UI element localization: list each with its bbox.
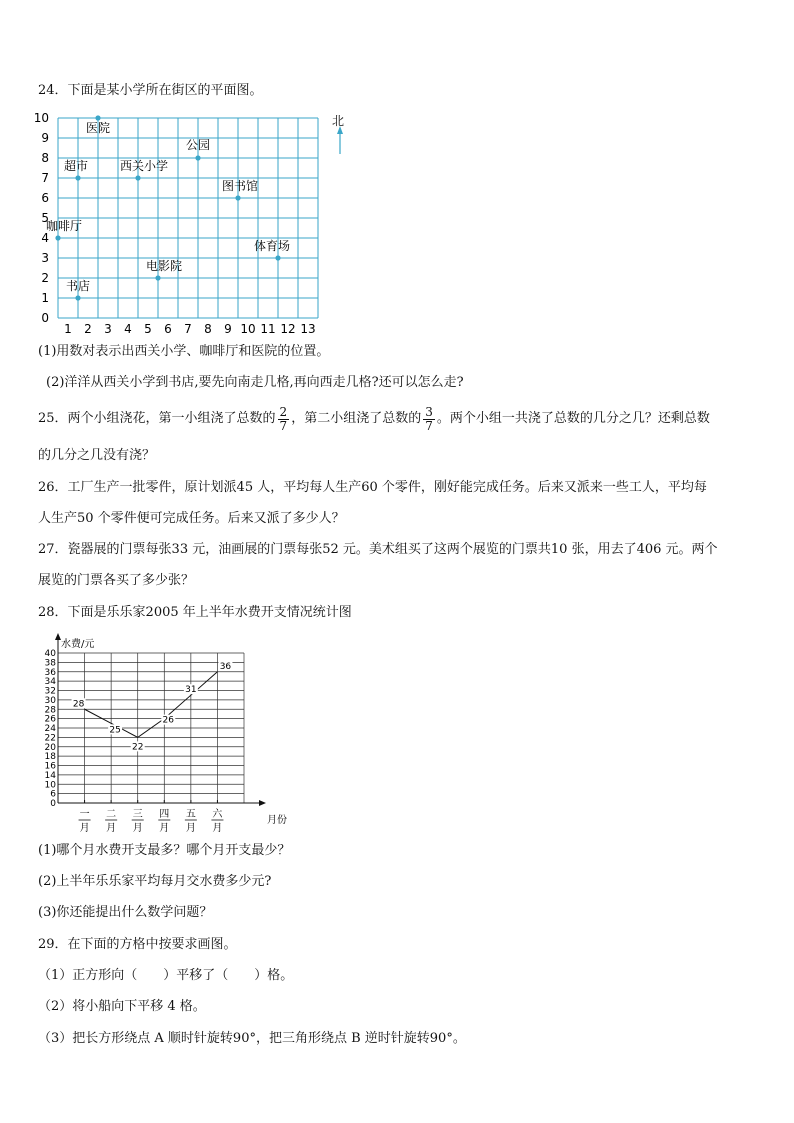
q24-sub1: (1)用数对表示出西关小学、咖啡厅和医院的位置。: [38, 344, 330, 359]
q27-line2: 展览的门票各买了多少张？: [38, 573, 195, 588]
map-place-label: 电影院: [145, 259, 183, 273]
chart-y-tick: 24: [44, 724, 56, 734]
q25-part3: 。两个小组一共浇了总数的几分之几？还剩总数: [436, 411, 710, 426]
q25-line1: [38, 402, 710, 436]
map-y-tick: 1: [41, 291, 49, 305]
chart-data-label: 31: [185, 685, 197, 696]
chart-y-tick: 22: [44, 733, 56, 744]
chart-y-tick: 20: [44, 742, 56, 753]
chart-data-label: 25: [109, 725, 121, 736]
map-point: [195, 155, 200, 160]
q25-line2: 的几分之几没有浇？: [38, 448, 156, 463]
map-y-tick: 2: [41, 271, 49, 285]
chart-x-tick: 月: [79, 823, 90, 834]
map-point: [75, 295, 80, 300]
chart-x-axis-label: 月份: [267, 815, 287, 826]
q25-fraction-1: [278, 406, 290, 433]
chart-y-tick: 16: [44, 761, 56, 772]
q27-line1: 27．瓷器展的门票每张33 元，油画展的门票每张52 元。美术组买了这两个展览的门票共10 张，用去了406 元。两个: [38, 542, 718, 557]
map-x-tick: 5: [144, 322, 152, 336]
map-y-tick: 8: [41, 151, 49, 165]
q28-sub2: (2)上半年乐乐家平均每月交水费多少元?: [38, 874, 272, 889]
q26-line2: 人生产50 个零件便可完成任务。后来又派了多少人？: [38, 511, 345, 526]
map-y-tick: 3: [41, 251, 49, 265]
chart-y-tick: 32: [44, 686, 56, 697]
map-y-tick: 10: [33, 111, 49, 125]
q24-title: 24．下面是某小学所在街区的平面图。: [38, 83, 263, 98]
map-place-label: 西关小学: [119, 159, 169, 173]
map-point: [155, 275, 160, 280]
map-point: [235, 195, 240, 200]
map-x-tick: 9: [224, 322, 232, 336]
q29-title: 29．在下面的方格中按要求画图。: [38, 937, 237, 952]
map-point: [95, 115, 100, 120]
map-x-tick: 12: [280, 322, 296, 336]
chart-x-tick: 三: [132, 809, 143, 820]
q25-frac2-denominator: 7: [425, 418, 433, 433]
map-place-label: 公园: [185, 138, 211, 152]
chart-x-tick: 月: [185, 823, 196, 834]
chart-x-tick: 六: [212, 809, 223, 820]
chart-y-tick: 34: [44, 677, 56, 688]
map-x-tick: 1: [64, 322, 72, 336]
chart-x-tick: 一: [79, 809, 90, 820]
north-label: 北: [332, 114, 345, 128]
q28-sub3: (3)你还能提出什么数学问题？: [38, 905, 213, 920]
chart-y-tick: 28: [44, 705, 56, 716]
q28-sub1: (1)哪个月水费开支最多？哪个月开支最少？: [38, 843, 291, 858]
map-x-tick: 3: [104, 322, 112, 336]
chart-x-tick: 月: [159, 823, 170, 834]
street-map: [30, 106, 360, 338]
map-point: [135, 175, 140, 180]
chart-y-tick: 6: [50, 789, 56, 800]
chart-series-line: [85, 672, 218, 738]
map-place-label: 咖啡厅: [45, 219, 83, 233]
map-place-label: 图书馆: [221, 179, 259, 193]
chart-data-label: 28: [72, 699, 85, 710]
chart-x-tick: 月: [106, 823, 117, 834]
map-place-label: 超市: [63, 159, 89, 173]
chart-y-tick: 10: [44, 780, 56, 791]
map-x-tick: 7: [184, 322, 192, 336]
map-x-tick: 11: [260, 322, 276, 336]
map-place-label: 医院: [85, 121, 111, 135]
q26-line1: 26．工厂生产一批零件，原计划派45 人，平均每人生产60 个零件，刚好能完成任务。后来又派来一些工人，平均每: [38, 480, 707, 495]
map-y-tick: 0: [41, 311, 49, 325]
map-y-tick: 5: [41, 211, 49, 225]
q29-item1: （1）正方形向（ ）平移了（ ）格。: [38, 968, 294, 983]
chart-x-tick: 四: [159, 809, 170, 820]
map-x-tick: 6: [164, 322, 172, 336]
map-place-label: 体育场: [253, 239, 291, 253]
q25-part2: ，第二小组浇了总数的: [291, 411, 422, 426]
x-axis-arrow-icon: [259, 800, 266, 806]
chart-data-label: 26: [162, 715, 175, 726]
chart-y-tick: 40: [44, 649, 56, 659]
chart-y-axis-label: 水费/元: [61, 639, 95, 650]
q25-frac2-numerator: 3: [425, 404, 433, 419]
chart-y-tick: 0: [50, 799, 56, 809]
chart-y-tick: 36: [44, 667, 56, 678]
map-y-tick: 9: [41, 131, 49, 145]
map-y-tick: 7: [41, 171, 49, 185]
map-point: [275, 255, 280, 260]
map-x-tick: 4: [124, 322, 132, 336]
chart-y-tick: 30: [44, 695, 56, 706]
q25-frac1-numerator: 2: [279, 404, 288, 419]
map-y-tick: 6: [41, 191, 49, 205]
q25-fraction-2: [423, 406, 435, 433]
chart-y-tick: 38: [44, 658, 56, 669]
q25-part1: 25．两个小组浇花，第一小组浇了总数的: [38, 411, 276, 426]
water-fee-chart: [34, 628, 287, 834]
map-place-label: 书店: [65, 279, 91, 293]
q28-title: 28．下面是乐乐家2005 年上半年水费开支情况统计图: [38, 605, 352, 620]
map-x-tick: 8: [204, 322, 212, 336]
chart-x-tick: 二: [106, 809, 117, 820]
chart-data-label: 36: [219, 661, 232, 672]
chart-data-label: 22: [131, 742, 144, 753]
map-y-tick: 4: [41, 231, 49, 245]
chart-x-tick: 月: [132, 823, 143, 834]
map-point: [75, 175, 80, 180]
q24-sub2: (2)洋洋从西关小学到书店,要先向南走几格,再向西走几格?还可以怎么走?: [46, 375, 464, 390]
q25-frac1-denominator: 7: [279, 418, 288, 433]
chart-x-tick: 五: [185, 809, 196, 820]
chart-y-tick: 14: [44, 770, 56, 781]
map-x-tick: 10: [240, 322, 256, 336]
chart-y-tick: 18: [44, 752, 56, 763]
map-x-tick: 2: [84, 322, 92, 336]
chart-y-tick: 26: [44, 714, 56, 725]
map-x-tick: 13: [300, 322, 316, 336]
q29-item3: （3）把长方形绕点 A 顺时针旋转90°，把三角形绕点 B 逆时针旋转90°。: [38, 1031, 466, 1046]
map-point: [55, 235, 60, 240]
q29-item2: （2）将小船向下平移 4 格。: [38, 999, 206, 1014]
chart-x-tick: 月: [212, 823, 223, 834]
